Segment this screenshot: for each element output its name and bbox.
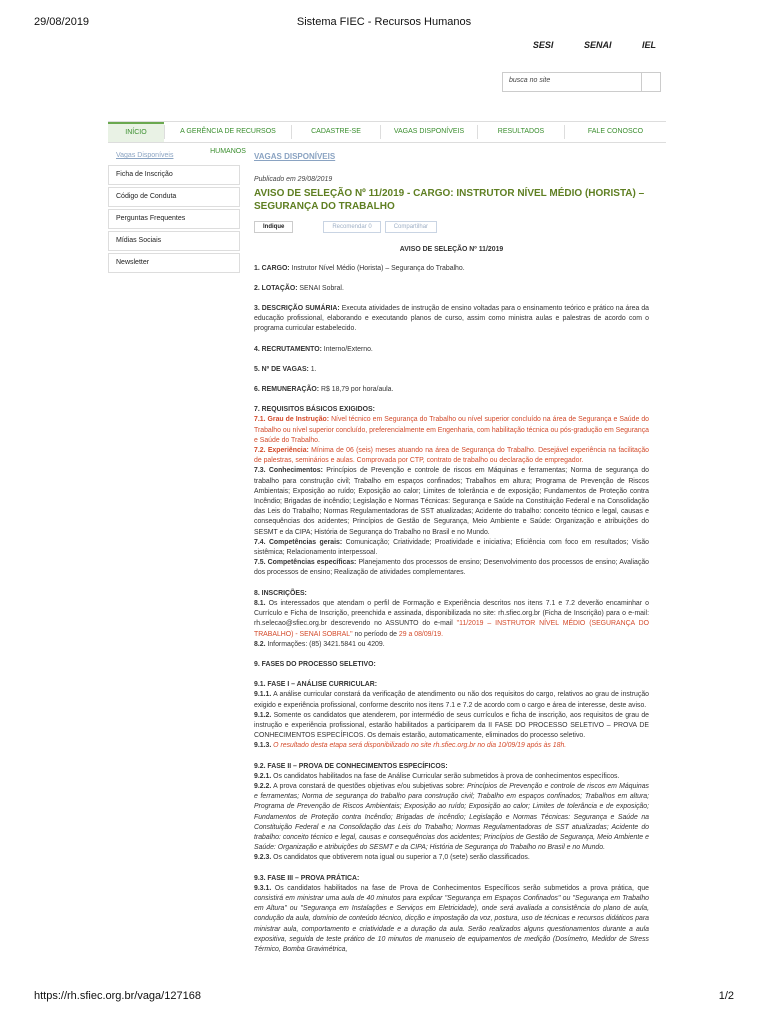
email-subject: "11/2019 – INSTRUTOR NÍVEL MÉDIO (SEGURANÇA DO TRABALHO) - SENAI SOBRAL" — [254, 620, 649, 638]
top-links — [505, 40, 656, 50]
fase-2: 9.2. FASE II – PROVA DE CONHECIMENTOS ESPECÍFICOS: 9.2.1. Os candidatos habilitados na fase de Análise Curricular serão submetidos à prova de conhecimentos específicos. 9.2.2. A prova constará de questões objetivas e/ou subjetivas sobre: Princípios de Prevenção e controle de riscos em Máquinas e ferramentas; Norma de segurança do trabalho para construção civil; Trabalho em espaços confinados; Trabalhos em altura; Programa de Prevenção de Riscos Ambientais; Exposição ao ruído; Exposição ao calor; Limites de tolerância e de exposição; Fundamentos de Proteção contra Incêndio; Brigadas de incêndio; Legislação e Normas Técnicas: Segurança e Saúde na Constituição Federal e na Consolidação das Leis do Trabalho; Normas Regulamentadoras de SST atualizadas; Acidente do trabalho: conceito técnico e legal, causas e consequências dos acidentes; Princípios de Gestão de Segurança, Meio Ambiente e Saúde: Organização e atribuições do SESMT e da CIPA; História de Segurança do Trabalho no Brasil e no Mundo. 9.2.3. Os candidatos que obtiverem nota igual ou superior a 7,0 (sete) serão classificados. — [254, 762, 649, 862]
print-date: 29/08/2019 — [34, 16, 90, 28]
item-lotacao: 2. LOTAÇÃO: SENAI Sobral. — [254, 284, 344, 292]
search-button[interactable] — [641, 73, 660, 91]
sidebar-item-codigo[interactable]: Código de Conduta — [108, 187, 240, 207]
recomendar-button[interactable]: Recomendar 0 — [323, 221, 380, 233]
article-title: AVISO DE SELEÇÃO Nº 11/2019 - CARGO: INSTRUTOR NÍVEL MÉDIO (HORISTA) – SEGURANÇA DO TRABALHO — [254, 188, 645, 213]
print-page-number: 1/2 — [718, 990, 734, 1002]
print-title: Sistema FIEC - Recursos Humanos — [296, 16, 472, 28]
print-url: https://rh.sfiec.org.br/vaga/127168 — [34, 990, 201, 1002]
item-fases-heading: 9. FASES DO PROCESSO SELETIVO: — [254, 660, 376, 668]
fase-1: 9.1. FASE I – ANÁLISE CURRICULAR: 9.1.1. A análise curricular constará da verificação de atendimento ou não dos requisitos do cargo, relativos ao grau de instrução exigido e experiência profissional, conforme descrito nos itens 7.1 e 7.2 de acordo com o cargo e área de interesse, deste aviso. 9.1.2. Somente os candidatos que atenderem, por intermédio de seus currículos e ficha de inscrição, aos requisitos de grau de instrução e experiência profissional, estarão habilitados a participarem da II FASE DO PROCESSO SELETIVO – PROVA DE CONHECIMENTOS ESPECÍFICOS. Os demais estarão, automaticamente, eliminados do processo seletivo. 9.1.3. O resultado desta etapa será disponibilizado no site rh.sfiec.org.br no dia 10/09/19 após às 18h. — [254, 681, 649, 750]
sidebar — [108, 152, 240, 275]
item-recrutamento: 4. RECRUTAMENTO: Interno/Externo. — [254, 345, 373, 353]
item-descricao: 3. DESCRIÇÃO SUMÁRIA: Executa atividades de instrução de ensino voltadas para o ensinamento teórico e prático na área da educação profissional, elaborando e executando planos de curso, assim como ministra aulas e palestras de acordo com o programa curricular estabelecido. — [254, 305, 649, 333]
item-vagas: 5. Nº DE VAGAS: 1. — [254, 365, 317, 373]
sidebar-item-ficha[interactable]: Ficha de Inscrição — [108, 165, 240, 185]
nav-inicio[interactable]: INÍCIO — [108, 122, 164, 142]
sidebar-item-newsletter[interactable]: Newsletter — [108, 253, 240, 273]
item-inscricoes: 8. INSCRIÇÕES: 8.1. Os interessados que atendam o perfil de Formação e Experiência descritos nos itens 7.1 e 7.2 deverão encaminhar o Currículo e Ficha de Inscrição, preenchida e assinada, disponibilizada no site: rh.sfiec.org.br (Ficha de Inscrição) para o e-mail: rh.selecao@sfiec.org.br descrevendo no ASSUNTO do e-mail "11/2019 – INSTRUTOR NÍVEL MÉDIO (SEGURANÇA DO TRABALHO) - SENAI SOBRAL" no período de 29 a 08/09/19. 8.2. Informações: (85) 3421.5841 ou 4209. — [254, 589, 649, 648]
toplink-sesi[interactable]: SESI — [532, 40, 554, 50]
search-input[interactable]: busca no site — [509, 77, 551, 84]
article — [254, 152, 649, 955]
sidebar-heading[interactable]: Vagas Disponíveis — [116, 152, 174, 159]
notice-heading: AVISO DE SELEÇÃO Nº 11/2019 — [399, 246, 504, 254]
sidebar-item-midias[interactable]: Mídias Sociais — [108, 231, 240, 251]
compartilhar-button[interactable]: Compartilhar — [385, 221, 437, 233]
item-remuneracao: 6. REMUNERAÇÃO: R$ 18,79 por hora/aula. — [254, 386, 394, 394]
nav-vagas[interactable]: VAGAS DISPONÍVEIS — [393, 128, 465, 135]
toplink-senai[interactable]: SENAI — [583, 40, 612, 50]
inscription-period: 29 a 08/09/19. — [398, 630, 443, 638]
nav-gerencia-rh[interactable]: A GERÊNCIA DE RECURSOS HUMANOS — [180, 128, 276, 155]
toplink-iel[interactable]: IEL — [641, 40, 656, 50]
indique-button[interactable]: Indique — [254, 221, 293, 233]
sidebar-item-perguntas[interactable]: Perguntas Frequentes — [108, 209, 240, 229]
section-heading[interactable]: VAGAS DISPONÍVEIS — [254, 152, 336, 161]
nav-resultados[interactable]: RESULTADOS — [497, 128, 545, 135]
nav-fale-conosco[interactable]: FALE CONOSCO — [587, 128, 644, 135]
share-bar — [254, 221, 649, 233]
nav-cadastre-se[interactable]: CADASTRE-SE — [311, 128, 361, 135]
print-header — [34, 16, 734, 30]
search-box — [502, 72, 661, 92]
fase-3: 9.3. FASE III – PROVA PRÁTICA: 9.3.1. Os candidatos habilitados na fase de Prova de Conhecimentos Específicos serão submetidos a prova prática, que consistirá em ministrar uma aula de 40 minutos para explicar "Segurança em Espaços Confinados" ou "Segurança em Trabalho em Altura" ou "Segurança em Instalações e Serviços em Eletricidade), onde será avaliada a consistência do plano de aula, condução da aula, domínio de conteúdo técnico, dicção e impostação da voz, postura, uso de técnicas e recursos didáticos para ministrar aula, comportamento e criatividade e a duração da aula. Serão realizados alguns questionamentos durante a aula expositiva, seguida de teste prático de 10 minutos de manuseio de equipamentos de medição (Dosímetro, Medidor de Stress Térmico, Bomba Gravimétrica, — [254, 874, 649, 953]
published-date: Publicado em 29/08/2019 — [254, 176, 333, 184]
item-cargo: 1. CARGO: Instrutor Nível Médio (Horista) – Segurança do Trabalho. — [254, 264, 465, 272]
main-nav — [108, 121, 666, 155]
item-requisitos: 7. REQUISITOS BÁSICOS EXIGIDOS: 7.1. Grau de Instrução: Nível técnico em Segurança do Trabalho ou nível superior concluído na área de Segurança e Saúde do Trabalho ou nível superior concluído, preferencialmente em Engenharia, com habilitação técnica ou pós-gradução em Segurança e Saúde do Trabalho. 7.2. Experiência: Mínima de 06 (seis) meses atuando na área de Segurança do Trabalho. Desejável experiência na facilitação de palestras, seminários e aulas. Comprovada por CTP, contrato de trabalho ou declaração de empregador. 7.3. Conhecimentos: Princípios de Prevenção e controle de riscos em Máquinas e ferramentas; Norma de segurança do trabalho para construção civil; Trabalho em espaços confinados; Trabalhos em altura; Programa de Prevenção de Riscos Ambientais; Exposição ao ruído; Exposição ao calor; Limites de tolerância e de exposição; Fundamentos de Proteção contra Incêndio; Brigadas de incêndio; Legislação e Normas Técnicas: Segurança e Saúde na Constituição Federal e na Consolidação das Leis do Trabalho; Normas Regulamentadoras de SST atualizadas; Acidente do trabalho: conceito técnico e legal, causas e consequências dos acidentes; Princípios de Gestão de Segurança, Meio Ambiente e Saúde: Organização e atribuições do SESMT e da CIPA; História de Segurança do Trabalho no Brasil e no Mundo. 7.4. Competências gerais: Comunicação; Criatividade; Proatividade e iniciativa; Eficiência com foco em resultados; Visão sistêmica; Relacionamento interpessoal. 7.5. Competências específicas: Planejamento dos processos de ensino; Desenvolvimento dos processos de ensino; Avaliação dos processos de ensino; Realização de atividades complementares. — [254, 406, 649, 577]
